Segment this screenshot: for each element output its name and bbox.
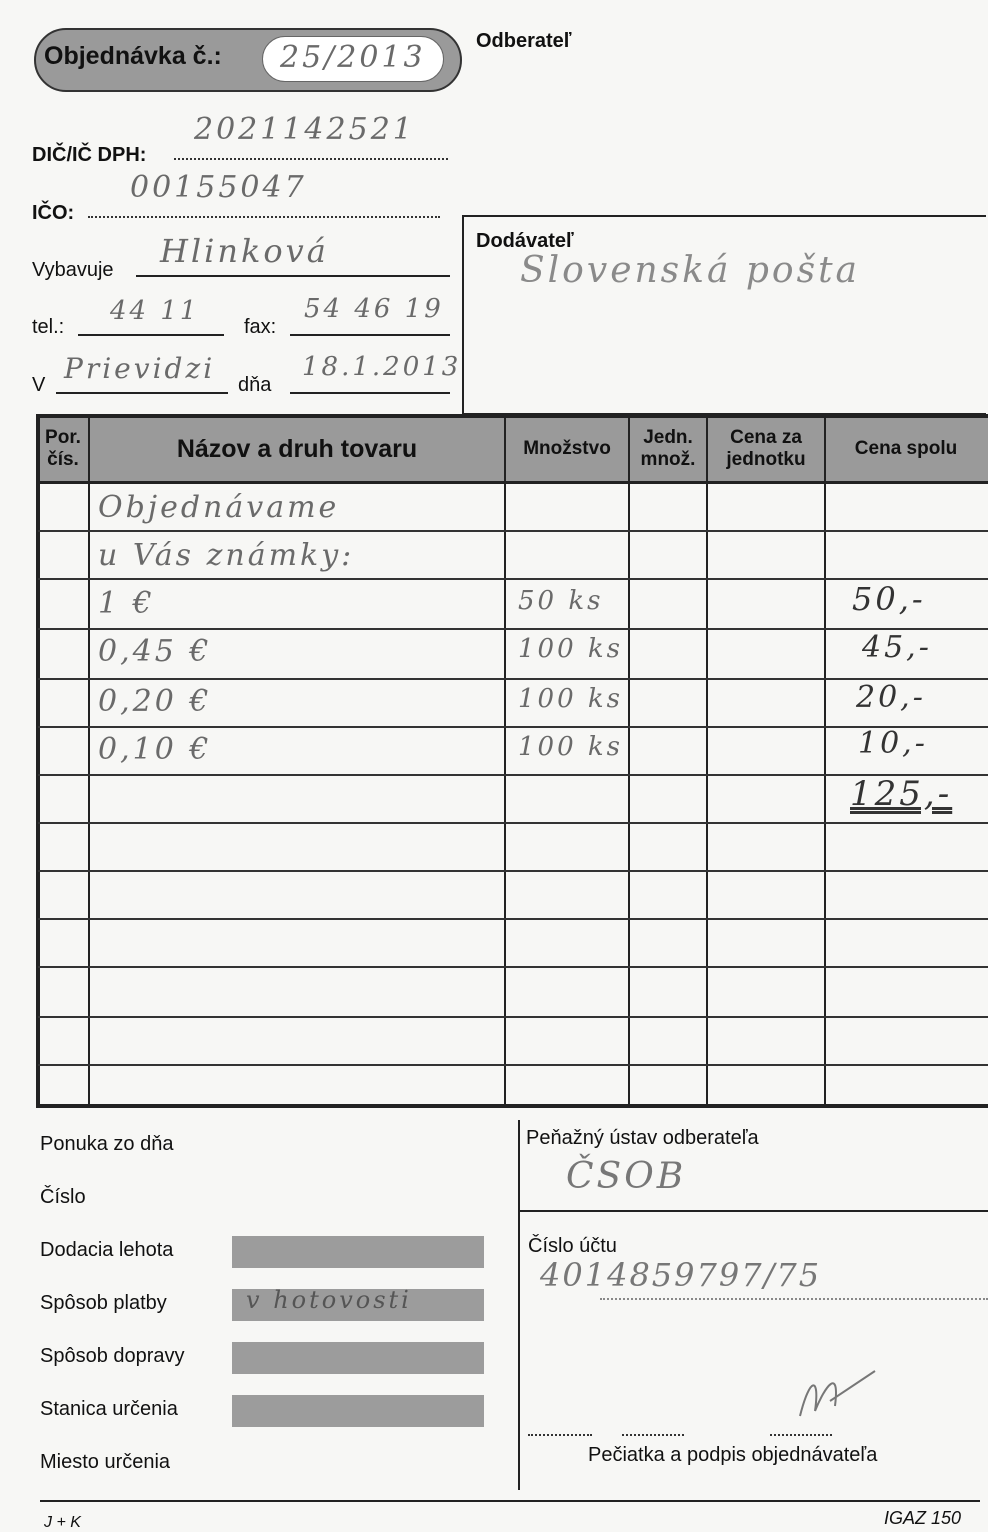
handled-by-value[interactable]: Hlinková [160,232,329,270]
form-code-right: IGAZ 150 [884,1508,962,1528]
payment-value: v hotovosti [246,1286,412,1314]
table-row-6-total[interactable]: 10,- [858,726,928,761]
col-divider [628,414,630,1108]
dic-label: DIČ/IČ DPH: [32,144,147,166]
row-divider [38,530,988,532]
tel-value[interactable]: 44 11 [110,296,200,326]
table-row-4-total[interactable]: 45,- [862,630,932,665]
table-row-6-name[interactable]: 0,10 € [98,732,212,767]
row-divider [38,870,988,872]
ico-line [88,216,440,218]
supplier-label: Dodávateľ [476,230,574,252]
station-field[interactable] [232,1395,484,1427]
signature-mark [780,1356,900,1436]
col-header-no: Por. čís. [45,427,81,470]
supplier-value[interactable]: Slovenská pošta [520,250,860,291]
dic-value[interactable]: 2021142521 [194,112,415,147]
col-header-unit: Jedn. množ. [640,427,696,470]
table-row-1-name[interactable]: Objednávame [98,490,340,525]
signature-dots [622,1434,684,1436]
row-divider [38,774,988,776]
col-header-name: Názov a druh tovaru [176,434,418,463]
handled-by-line [136,275,450,277]
row-divider [38,966,988,968]
number-label: Číslo [40,1186,86,1208]
account-value[interactable]: 4014859797/75 [540,1256,822,1294]
row-divider [38,1064,988,1066]
row-divider [38,822,988,824]
table-row-3-name[interactable]: 1 € [98,586,155,621]
footer-divider [518,1120,520,1490]
bottom-rule [40,1500,980,1502]
table-row-4-qty[interactable]: 100 ks [518,634,623,664]
delivery-field[interactable] [232,1236,484,1268]
date-line [290,392,450,394]
payment-label: Spôsob platby [40,1292,167,1314]
fax-line [290,334,450,336]
place-line [56,392,228,394]
date-label: dňa [238,374,272,396]
form-code-left: J + K [44,1514,81,1531]
transport-label: Spôsob dopravy [40,1345,185,1367]
place-value[interactable]: Prievidzi [64,352,216,385]
row-divider [38,918,988,920]
offer-date-label: Ponuka zo dňa [40,1133,174,1155]
fax-value[interactable]: 54 46 19 [304,294,444,324]
account-label: Číslo účtu [528,1235,617,1257]
transport-field[interactable] [232,1342,484,1374]
tel-line [78,334,224,336]
signature-dots [528,1434,592,1436]
row-divider [38,678,988,680]
col-header-unit-price: Cena za jednotku [726,427,806,470]
table-row-5-qty[interactable]: 100 ks [518,684,623,714]
col-header-total: Cena spolu [854,438,958,460]
bank-label: Peňažný ústav odberateľa [526,1127,759,1149]
place-label: V [32,374,46,396]
row-divider [38,1016,988,1018]
customer-label: Odberateľ [476,30,572,52]
col-divider [88,414,90,1108]
col-divider [824,414,826,1108]
table-row-3-qty[interactable]: 50 ks [518,586,604,616]
date-value[interactable]: 18.1.2013 [302,352,462,382]
delivery-label: Dodacia lehota [40,1239,174,1261]
ico-value[interactable]: 00155047 [130,170,307,205]
col-divider [504,414,506,1108]
station-label: Stanica určenia [40,1398,178,1420]
bank-divider [518,1210,988,1212]
tel-label: tel.: [32,316,65,338]
order-number-label: Objednávka č.: [44,42,222,70]
handled-by-label: Vybavuje [32,259,114,281]
col-header-qty: Množstvo [523,438,611,460]
dic-line [174,158,448,160]
order-number-value: 25/2013 [280,40,426,75]
account-line [600,1298,988,1300]
col-divider [706,414,708,1108]
row-divider [38,578,988,580]
signature-label: Pečiatka a podpis objednávateľa [588,1444,878,1466]
table-row-2-name[interactable]: u Vás známky: [98,538,355,573]
table-sum-total[interactable]: 125,- [850,774,953,814]
destination-label: Miesto určenia [40,1451,171,1473]
table-row-4-name[interactable]: 0,45 € [98,634,212,669]
table-row-6-qty[interactable]: 100 ks [518,732,623,762]
fax-label: fax: [244,316,277,338]
table-row-5-total[interactable]: 20,- [856,680,926,715]
row-divider [38,726,988,728]
table-row-5-name[interactable]: 0,20 € [98,684,212,719]
row-divider [38,628,988,630]
ico-label: IČO: [32,202,75,224]
table-row-3-total[interactable]: 50,- [852,580,926,618]
bank-value[interactable]: ČSOB [566,1156,687,1197]
